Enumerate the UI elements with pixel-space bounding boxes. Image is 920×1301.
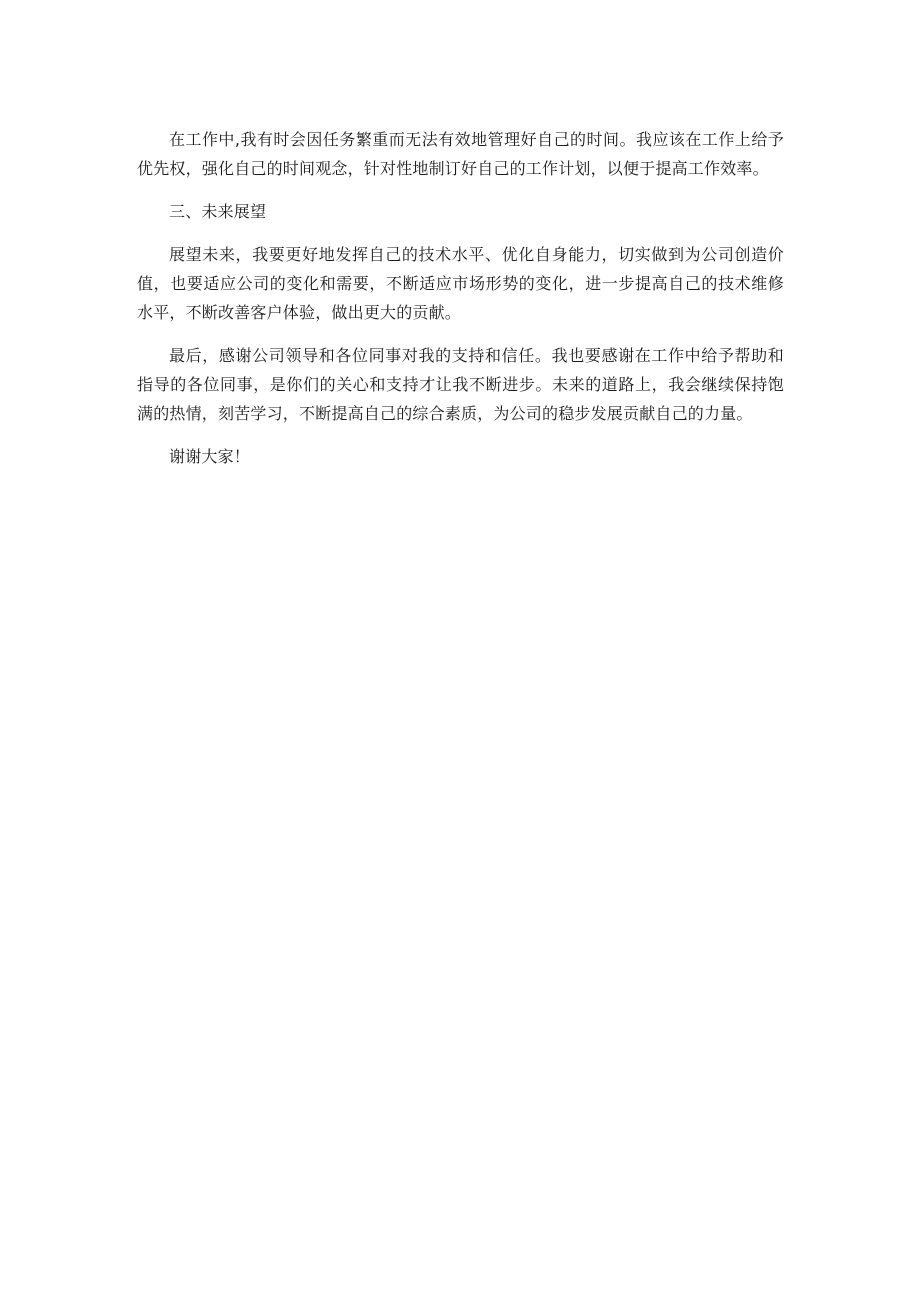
paragraph-thanks: 最后，感谢公司领导和各位同事对我的支持和信任。我也要感谢在工作中给予帮助和指导的各位同事，是你们的关心和支持才让我不断进步。未来的道路上，我会继续保持饱满的热情，刻苦学习，不断提高自己的综合素质，为公司的稳步发展贡献自己的力量。: [137, 346, 784, 423]
section-heading-future-outlook: 三、未来展望: [169, 202, 267, 221]
paragraph-time-management: 在工作中,我有时会因任务繁重而无法有效地管理好自己的时间。我应该在工作上给予优先权，强化自己的时间观念，针对性地制订好自己的工作计划，以便于提高工作效率。: [137, 130, 784, 178]
paragraph-future-outlook: 展望未来，我要更好地发挥自己的技术水平、优化自身能力，切实做到为公司创造价值，也要适应公司的变化和需要，不断适应市场形势的变化，进一步提高自己的技术维修水平，不断改善客户体验，做出更大的贡献。: [137, 245, 784, 322]
document-page: [137, 125, 784, 485]
paragraph-closing: 谢谢大家！: [169, 447, 251, 466]
